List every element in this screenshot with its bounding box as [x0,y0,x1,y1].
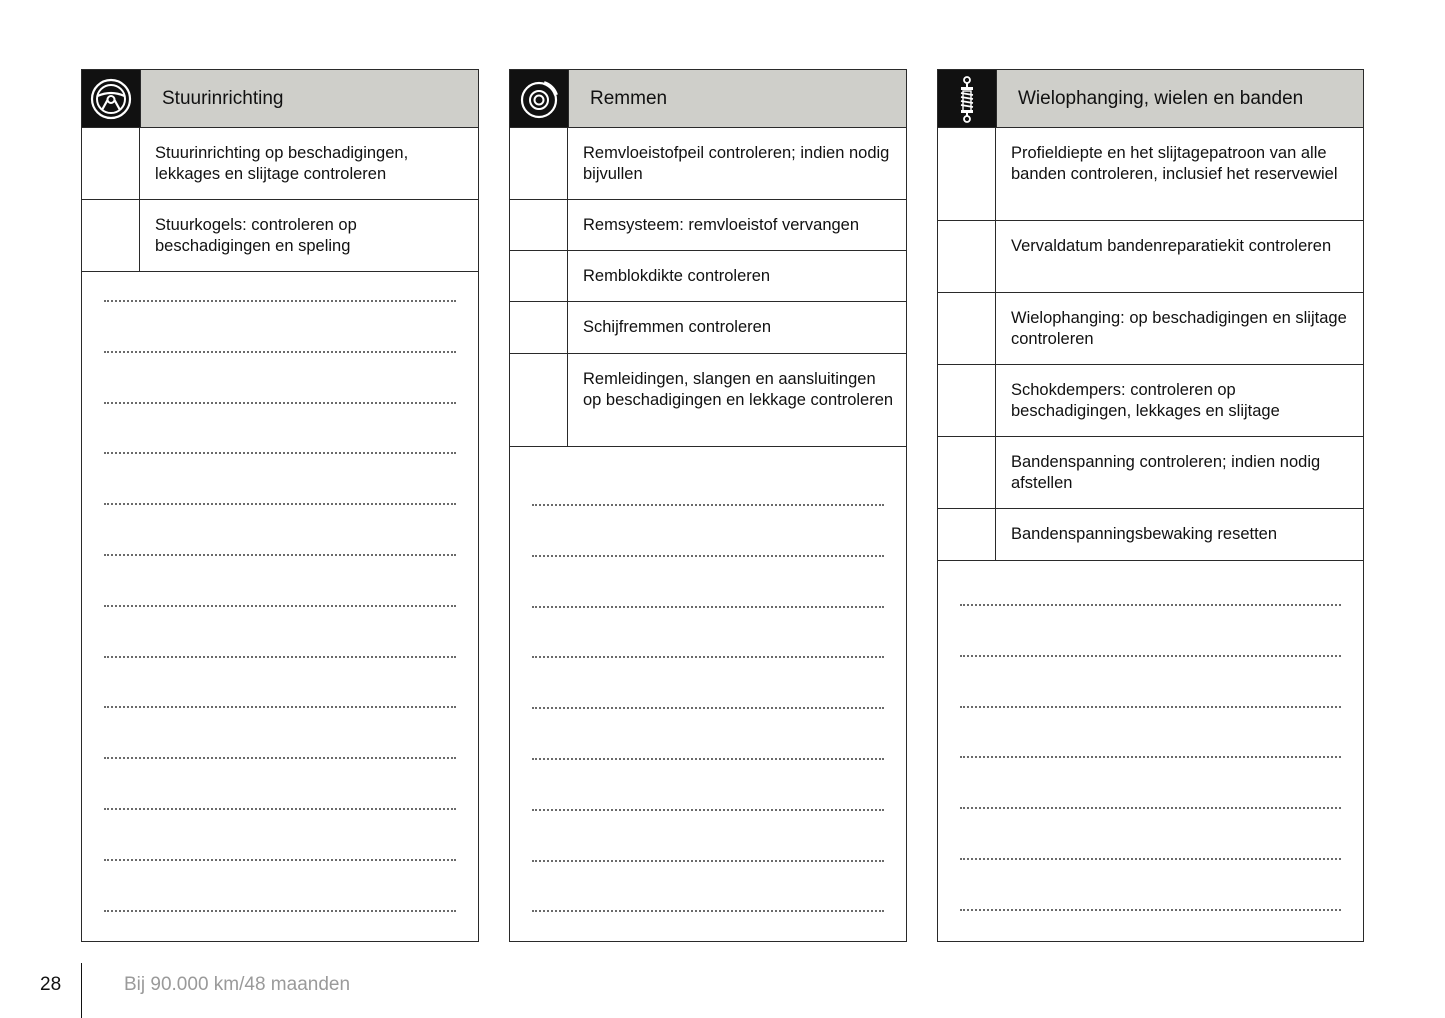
brake-disc-icon [510,70,568,127]
note-line [532,809,884,811]
steering-wheel-icon [82,70,140,127]
task-checkbox[interactable] [510,200,568,250]
note-line [532,606,884,608]
task-checkbox[interactable] [938,437,996,508]
note-line [960,909,1341,911]
task-checkbox[interactable] [510,302,568,353]
task-row [510,251,906,302]
note-line [960,756,1341,758]
task-label: Vervaldatum bandenreparatiekit controleren [1011,237,1332,255]
task-label: Remsysteem: remvloeistof vervangen [583,216,860,234]
task-row [510,128,906,200]
note-line [104,706,456,708]
note-line [960,807,1341,809]
section-header [82,70,478,128]
task-label: Schokdempers: controleren op beschadigingen, lekkages en slijtage [1011,381,1280,420]
note-line [532,555,884,557]
note-line [960,655,1341,657]
note-line [104,554,456,556]
task-label: Remvloeistofpeil controleren; indien nodig bijvullen [583,144,890,183]
note-line [532,758,884,760]
section-title: Stuurinrichting [140,70,478,127]
task-row [82,200,478,272]
task-checkbox[interactable] [938,509,996,560]
note-line [532,910,884,912]
task-label: Stuurinrichting op beschadigingen, lekkages en slijtage controleren [155,144,409,183]
task-label: Schijfremmen controleren [583,318,771,336]
task-label: Remleidingen, slangen en aansluitingen op beschadigingen en lekkage controleren [583,370,894,409]
task-checkbox[interactable] [938,221,996,292]
note-line [104,808,456,810]
task-checkbox[interactable] [938,293,996,364]
task-row [938,221,1363,293]
note-line [104,503,456,505]
note-line [532,656,884,658]
task-checkbox[interactable] [938,128,996,220]
task-label: Bandenspanningsbewaking resetten [1011,525,1278,543]
note-line [104,605,456,607]
task-row [938,509,1363,561]
task-row [510,200,906,251]
task-checkbox[interactable] [82,200,140,271]
task-label: Remblokdikte controleren [583,267,771,285]
note-line [960,706,1341,708]
page-number: 28 [40,974,62,995]
task-row [938,128,1363,221]
task-row [82,128,478,200]
task-checkbox[interactable] [82,128,140,199]
section-steering [81,69,479,942]
notes-area[interactable] [82,272,478,941]
notes-area[interactable] [938,561,1363,941]
note-line [104,351,456,353]
shock-absorber-icon [938,70,996,127]
note-line [960,604,1341,606]
note-line [104,300,456,302]
footer-label: Bij 90.000 km/48 maanden [124,974,351,995]
section-header [938,70,1363,128]
task-row [510,354,906,447]
task-checkbox[interactable] [938,365,996,436]
note-line [532,504,884,506]
task-label: Bandenspanning controleren; indien nodig afstellen [1011,453,1321,492]
task-checkbox[interactable] [510,354,568,446]
note-line [960,858,1341,860]
task-label: Wielophanging: op beschadigingen en slijtage controleren [1011,309,1347,348]
note-line [104,402,456,404]
note-line [104,452,456,454]
note-line [532,860,884,862]
section-suspension [937,69,1364,942]
note-line [104,757,456,759]
task-row [938,365,1363,437]
task-label: Stuurkogels: controleren op beschadigingen en speling [155,216,357,255]
task-checkbox[interactable] [510,128,568,199]
note-line [104,910,456,912]
notes-area[interactable] [510,447,906,941]
footer-divider [81,963,82,1018]
task-checkbox[interactable] [510,251,568,301]
section-brakes [509,69,907,942]
section-header [510,70,906,128]
section-title: Remmen [568,70,906,127]
task-row [938,293,1363,365]
task-row [938,437,1363,509]
note-line [104,859,456,861]
task-label: Profieldiepte en het slijtagepatroon van alle banden controleren, inclusief het reservewiel [1011,144,1338,183]
task-row [510,302,906,354]
section-title: Wielophanging, wielen en banden [996,70,1363,127]
note-line [532,707,884,709]
note-line [104,656,456,658]
